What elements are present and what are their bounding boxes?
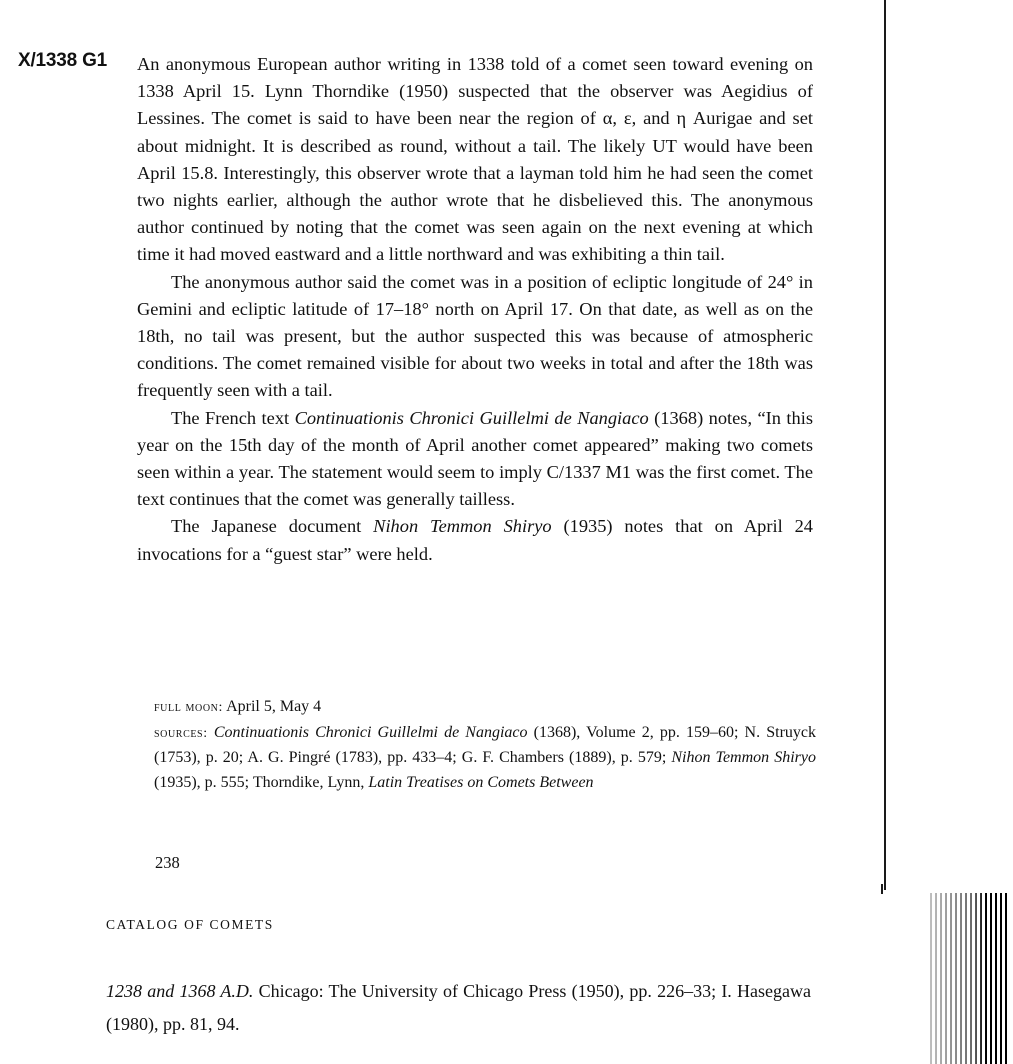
scan-binding-tick — [881, 884, 891, 894]
full-moon-value: April 5, May 4 — [222, 698, 322, 715]
continuation-text — [106, 975, 811, 1041]
entry-body — [137, 51, 813, 568]
sources-label: sources: — [154, 725, 208, 741]
italic-title-text: Nihon Temmon Shiryo — [373, 516, 552, 537]
italic-title-text: Continuationis Chronici Guillelmi de Nangiaco — [294, 407, 649, 428]
paragraph-2 — [137, 269, 813, 405]
scan-binding-line — [884, 0, 886, 890]
full-moon-label: full moon: — [154, 700, 223, 715]
entry-metadata — [154, 695, 816, 795]
text-segment: Chicago: The University of Chicago Press (1950), pp. 226–33; I. Hasegawa (1980), pp. 81, 94. — [106, 981, 812, 1034]
text-segment: (1935) notes that on April 24 invocations for a “guest star” were held. — [137, 516, 814, 564]
text-segment: An anonymous European author writing in 1338 told of a comet seen toward evening on 1338 April 15. Lynn Thorndike (1950) suspected that the observer was Aegidius of Lessines. The comet is said to have been near the region of α, ε, and η Aurigae and set about midnight. It is described as round, without a tail. The likely UT would have been April 15.8. Interestingly, this observer wrote that a layman told him he had seen the comet two nights earlier, although the author wrote that he disbelieved this. The anonymous author continued by noting that the comet was seen again on the next evening at which time it had moved eastward and a little northward and was exhibiting a thin tail. — [137, 54, 813, 265]
sources-text — [154, 724, 816, 791]
paragraph-1 — [137, 51, 813, 269]
paragraph-3 — [137, 405, 813, 514]
italic-title-text: Continuationis Chronici Guillelmi de Nangiaco — [213, 723, 528, 741]
paragraph-4 — [137, 513, 813, 567]
full-moon-line — [154, 695, 816, 721]
text-segment: The Japanese document — [171, 516, 374, 537]
text-segment: (1935), p. 555; Thorndike, Lynn, — [154, 773, 369, 791]
page-number: 238 — [155, 853, 180, 872]
sources-continuation — [106, 975, 811, 1041]
scan-edge-noise — [930, 893, 1010, 1064]
sources-line — [154, 721, 816, 796]
text-segment: (1368) notes, “In this year on the 15th day of the month of April another comet appeared” making two comets seen within a year. The statement would seem to imply C/1337 M1 was the first comet. The text continues that the comet was generally tailless. — [137, 407, 813, 510]
italic-title-text: Nihon Temmon Shiryo — [671, 749, 817, 766]
text-segment: (1368), Volume 2, pp. 159–60; N. Struyck (1753), p. 20; A. G. Pingré (1783), pp. 433–4; G. F. Chambers (1889), p. 579; — [154, 723, 816, 766]
text-segment: The French text — [171, 407, 295, 428]
italic-title-text: 1238 and 1368 A.D. — [106, 981, 254, 1001]
italic-title-text: Latin Treatises on Comets Between — [368, 773, 594, 791]
text-segment: The anonymous author said the comet was in a position of ecliptic longitude of 24° in Gemini and ecliptic latitude of 17–18° north on April 17. On that date, as well as on the 18th, no tail was present, but the author suspected this was because of atmospheric conditions. The comet remained visible for about two weeks in total and after the 18th was frequently seen with a tail. — [137, 271, 813, 401]
comet-designation: X/1338 G1 — [18, 50, 108, 71]
running-head: CATALOG OF COMETS — [106, 917, 274, 932]
